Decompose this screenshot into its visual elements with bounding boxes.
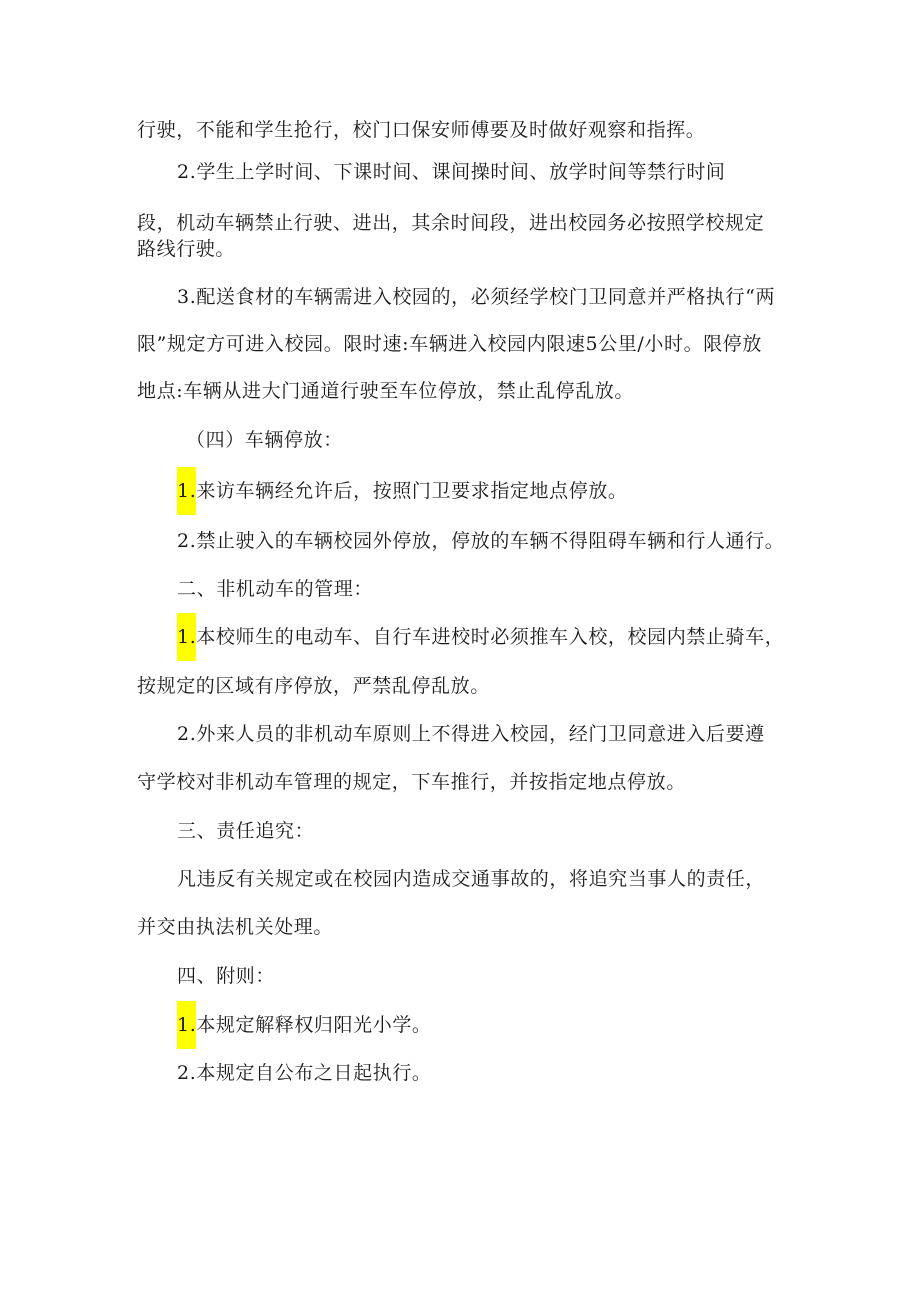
section-heading: 三、责任追究： [177,820,315,842]
list-item-text: 2.学生上学时间、下课时间、课间操时间、放学时间等禁行时间 [177,161,726,183]
highlighted-number: 1. [177,467,196,515]
list-item [177,1010,432,1039]
text-line: 段，机动车辆禁止行驶、进出，其余时间段，进出校园务必按照学校规定 [137,212,765,234]
section-heading: （四）车辆停放： [186,429,343,451]
highlighted-number: 1. [177,613,196,661]
list-item-text: 本规定解释权归阳光小学。 [196,1014,432,1036]
text-line: 并交由执法机关处理。 [137,916,334,938]
text-line: 路线行驶。 [137,238,236,260]
paragraph-text: 凡违反有关规定或在校园内造成交通事故的，将追究当事人的责任， [177,868,766,890]
list-item-text: 2.外来人员的非机动车原则上不得进入校园，经门卫同意进入后要遵 [177,723,765,745]
list-item-text: 3.配送食材的车辆需进入校园的，必须经学校门卫同意并严格执行“两 [177,286,776,308]
list-item-text: 来访车辆经允许后，按照门卫要求指定地点停放。 [196,480,628,502]
text-line: 守学校对非机动车管理的规定，下车推行，并按指定地点停放。 [137,771,686,793]
list-item-text: 2.本规定自公布之日起执行。 [177,1062,432,1084]
list-item-text: 2.禁止驶入的车辆校园外停放，停放的车辆不得阻碍车辆和行人通行。 [177,530,785,552]
section-heading: 二、非机动车的管理： [177,578,374,600]
list-item-text: 本校师生的电动车、自行车进校时必须推车入校，校园内禁止骑车， [196,626,785,648]
text-line: 地点:车辆从进大门通道行驶至车位停放，禁止乱停乱放。 [137,380,635,402]
list-item [177,622,784,651]
list-item [177,476,628,505]
text-line: 按规定的区域有序停放，严禁乱停乱放。 [137,675,490,697]
text-line: 行驶，不能和学生抢行，校门口保安师傅要及时做好观察和指挥。 [137,119,706,141]
section-heading: 四、附则： [177,965,276,987]
highlighted-number: 1. [177,1001,196,1049]
text-line: 限”规定方可进入校园。限时速:车辆进入校园内限速5公里/小时。限停放 [137,333,763,355]
